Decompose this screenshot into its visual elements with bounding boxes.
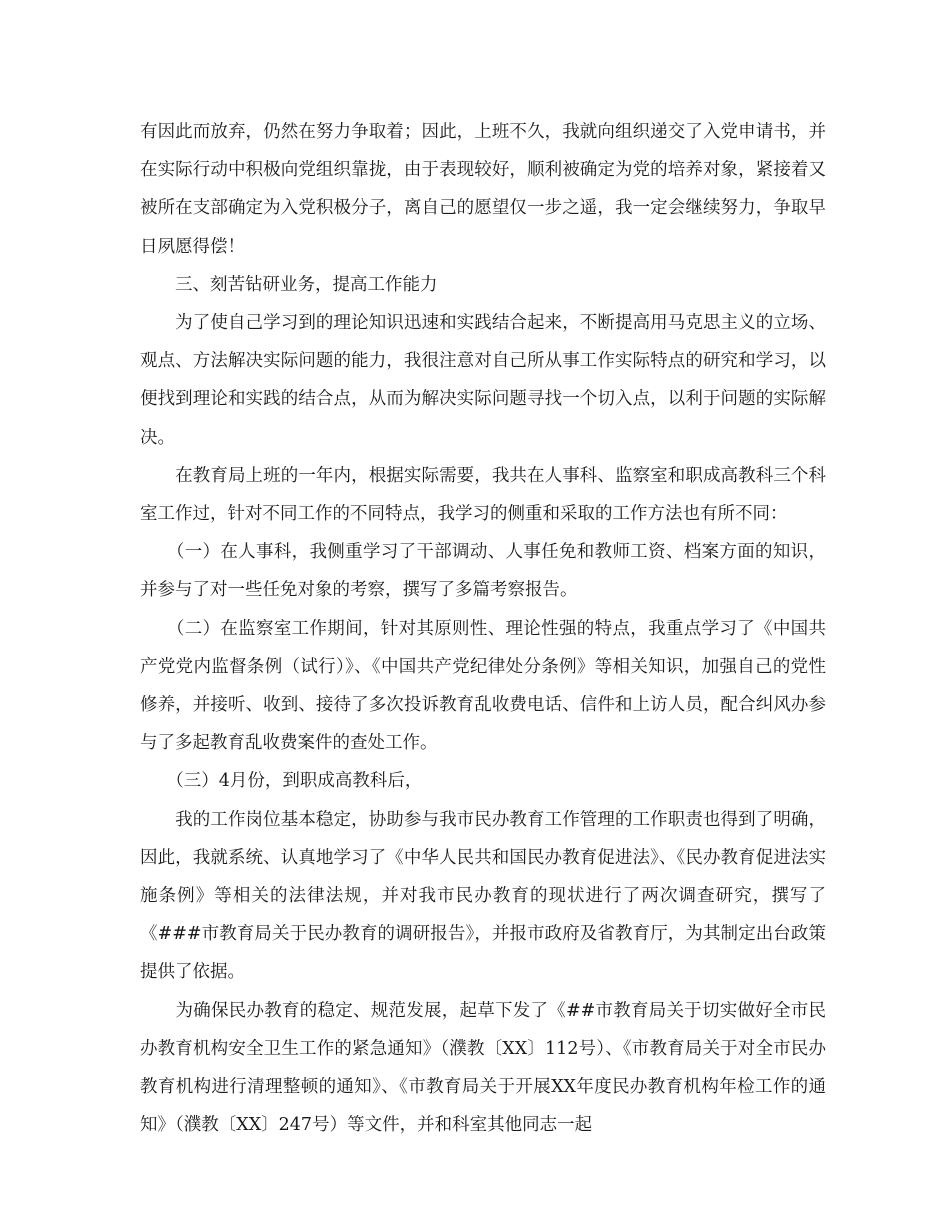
paragraph-party-application: 有因此而放弃，仍然在努力争取着；因此，上班不久，我就向组织递交了入党申请书，并在实际行动中积极向党组织靠拢，由于表现较好，顺利被确定为党的培养对象，紧接着又被所在支部确定为入党积极分子，离自己的愿望仅一步之遥，我一定会继续努力，争取早日夙愿得偿！ xyxy=(140,122,826,257)
paragraph-item-3: （三）4月份，到职成高教科后， xyxy=(140,771,423,792)
paragraph-item-2: （二）在监察室工作期间，针对其原则性、理论性强的特点，我重点学习了《中国共产党党内监督条例（试行）》、《中国共产党纪律处分条例》等相关知识，加强自己的党性修养，并接听、收到、接待了多次投诉教育乱收费电话、信件和上访人员，配合纠风办参与了多起教育乱收费案件的查处工作。 xyxy=(140,618,826,754)
document-page xyxy=(140,113,826,1144)
section-heading-3: 三、刻苦钻研业务，提高工作能力 xyxy=(140,274,438,295)
paragraph-notices: 为确保民办教育的稳定、规范发展，起草下发了《##市教育局关于切实做好全市民办教育机构安全卫生工作的紧急通知》（濮教〔XX〕112号）、《市教育局关于对全市民办教育机构进行清理整顿的通知》、《市教育局关于开展XX年度民办教育机构年检工作的通知》（濮教〔XX〕247号）等文件，并和科室其他同志一起 xyxy=(140,1000,826,1136)
paragraph-private-education: 我的工作岗位基本稳定，协助参与我市民办教育工作管理的工作职责也得到了明确，因此，我就系统、认真地学习了《中华人民共和国民办教育促进法》、《民办教育促进法实施条例》等相关的法律法规，并对我市民办教育的现状进行了两次调查研究，撰写了《###市教育局关于民办教育的调研报告》，并报市政府及省教育厅，为其制定出台政策提供了依据。 xyxy=(140,809,826,983)
paragraph-item-1: （一）在人事科，我侧重学习了干部调动、人事任免和教师工资、档案方面的知识，并参与了对一些任免对象的考察，撰写了多篇考察报告。 xyxy=(140,542,826,601)
paragraph-one-year: 在教育局上班的一年内，根据实际需要，我共在人事科、监察室和职成高教科三个科室工作过，针对不同工作的不同特点，我学习的侧重和采取的工作方法也有所不同： xyxy=(140,465,826,525)
paragraph-theory-practice: 为了使自己学习到的理论知识迅速和实践结合起来，不断提高用马克思主义的立场、观点、方法解决实际问题的能力，我很注意对自己所从事工作实际特点的研究和学习，以便找到理论和实践的结合点，从而为解决实际问题寻找一个切入点，以利于问题的实际解决。 xyxy=(140,313,826,448)
